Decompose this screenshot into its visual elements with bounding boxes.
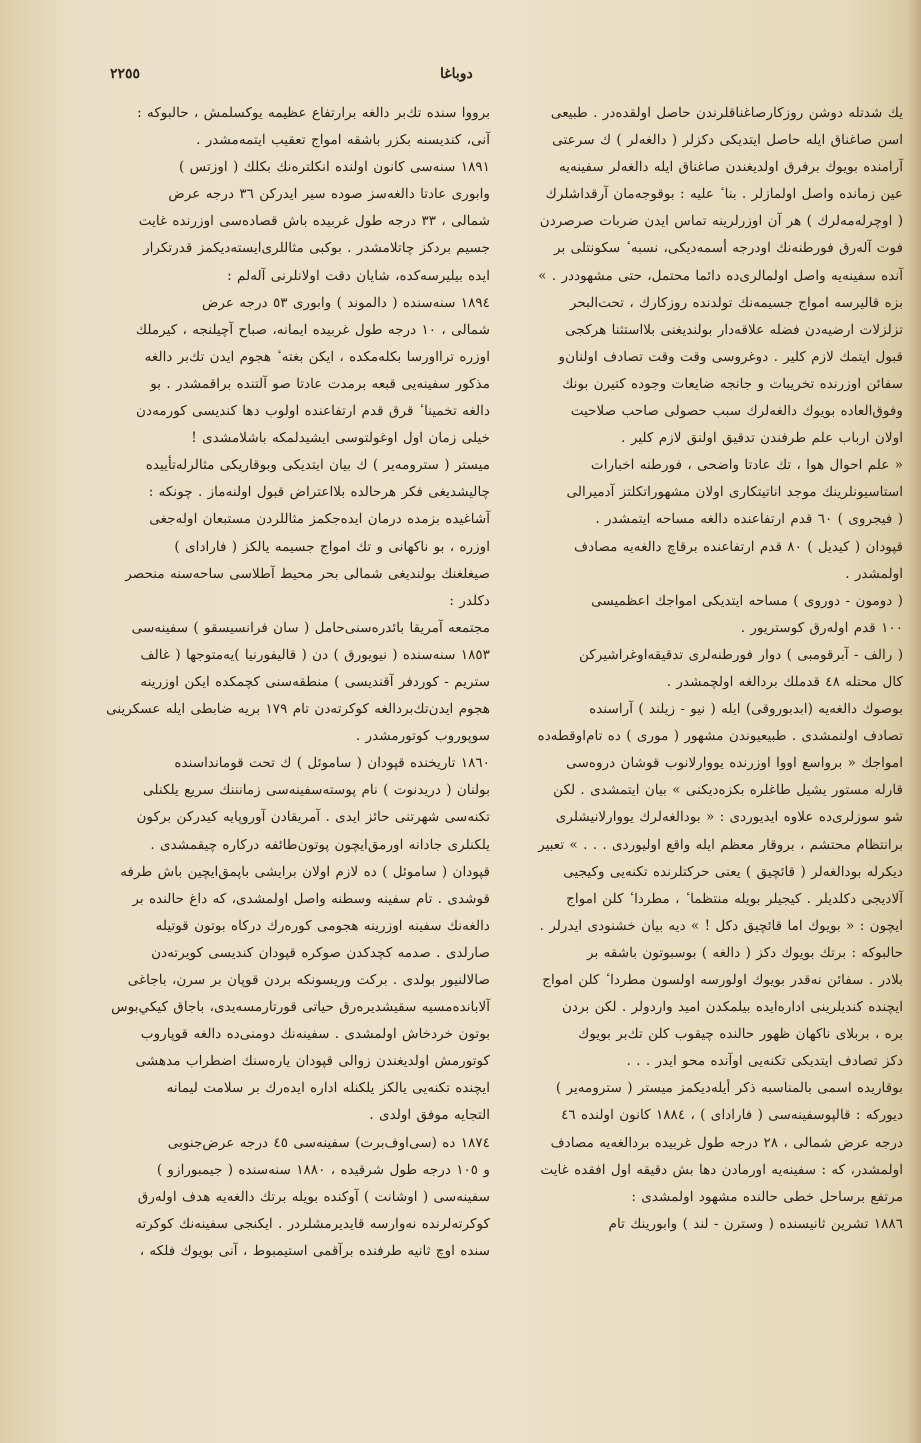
right-column-line: يك شدتله دوشن روزكارصاغناقلرندن حاصل اولقدەدر . طبيعى <box>550 105 903 121</box>
right-column-line: قارله مستور يشيل طاغلره بكزەديكنى » بيان ايتمشدى . لكن <box>553 782 903 799</box>
page-number: ٢٢٥٥ <box>110 66 141 82</box>
right-column-line: ( رالف - آبرقومبى ) دوار فورطنەلرى تدقيقەاوغراشيركن <box>578 646 903 663</box>
right-column-line: تصادف اولنمشدى . طبيعيوندن مشهور ( مورى ) ده تام‌اوقطەده <box>537 728 903 745</box>
right-column-line: بره ، بربلاى ناكهان ظهور حالنده چيقوب كلن تك‌بر بويوك <box>578 1026 903 1043</box>
right-column-line: آرامنده بويوك برفرق اولديغندن صاغناق ايله دالغەلر سفينەيه <box>558 159 903 176</box>
right-column-line: ايچون : « بويوك اما قائچيق دكل ! » ديه بيان خشنودى ايدرلر . <box>539 917 903 934</box>
left-column-line: شمالى ، ٣٣ درجه طول غربيده باش قصادەسى اوزرنده غايت <box>138 213 490 230</box>
left-column-line: آشاغيده بزمده درمان ايدەجكمز مثاللردن مستبعان اولەجغى <box>149 511 490 528</box>
left-column-line: آلابانده‌مسيه سقيشديرەرق حياتى قورتارمسەيدى، باجاق كيكي‌بوس <box>111 999 490 1016</box>
left-column-line: صالالنيور بولدى . بركت وريسونكه بردن قوپان بر سرن، باجاغى <box>127 972 490 988</box>
right-column-line: سفائن اوزرنده تخريبات و جانجه ضايعات وجوده كتيرن بونك <box>562 375 903 392</box>
left-column-line: هجوم ايدن‌تك‌بردالغه كوكرتەدن تام ١٧٩ بريه ضابطى ايله عسكرينى <box>106 701 490 718</box>
right-column-line: دكز تصادف ايتديكى تكنەيى اوآنده محو ايدر . . . <box>626 1053 903 1070</box>
left-column-line: ايچنده تكنەيى يالكز يلكنله اداره ايدەرك بر سلامت ليمانه <box>166 1080 490 1097</box>
left-column-line: صارلدى . صدمه كچدكدن صوكره قپودان كنديسى كويرتەدن <box>151 944 490 961</box>
left-column-line: ١٨٧٤ ده (سى‌اوف‌برت) سفينەسى ٤٥ درجه عرض‌جنوبى <box>167 1134 490 1151</box>
left-column-line: ميستر ( سترومه‌ير ) ك بيان ايتديكى وبوقاريكى مثالرلەتأييده <box>145 457 490 474</box>
left-column-line: دكلدر : <box>449 592 490 609</box>
left-column-line: صيغلغنك بولنديغى شمالى بحر محيط آطلاسى ساحەسنه منحصر <box>125 565 490 582</box>
right-column-line: اولمشدر . <box>845 565 903 582</box>
right-column-line: فوت آلەرق فورطنەنك اودرجه أسمەديكى، نسبه ٔ سكونتلى بر <box>554 240 903 257</box>
left-column-line: اوزره ترااورسا بكلەمكده ، ايكن بغته ٔ هجوم ايدن تك‌بر دالغه <box>144 348 490 365</box>
right-column-line: كال محتله ٤٨ قدملك بردالغه اولچمشدر . <box>666 673 903 690</box>
right-column-line: بلادر . سفائن نەقدر بويوك اولورسه اولسون مطردا ٔ كلن امواج <box>542 972 903 988</box>
page-edge-shadow <box>907 0 921 1443</box>
right-column-line: ديكرله بودالغەلر ( قائچيق ) يعنى حركتلرنده تكنەيى وكيجيى <box>563 863 903 880</box>
left-column-line: قوشدى . تام سفينه وسطنه واصل اولمشدى، كه داغ حالنده بر <box>132 890 490 907</box>
right-column-line: حالبوكه : برتك بويوك دكز ( دالغه ) بوسبوتون باشقه بر <box>586 944 903 961</box>
right-column-line: بزه قالیرسه امواج جسيمەنك تولدنده روزكارك ، تحت‌البحر <box>569 294 903 311</box>
left-column-line: جسيم بردكز چاتلامشدر . بوكبى مثاللرى‌ايستەديكمز قدرتكرار <box>143 240 490 257</box>
left-column-line: ١٨٩١ سنەسى كانون اولنده انكلترەنك بكلك ( اوزتس ) <box>179 159 490 176</box>
right-column-line: تزلزلات ارضيەدن فضله علاقەدار بولنديغنى بلااستثنا هركجى <box>565 321 903 338</box>
right-column-line: اولمشدر، كه : سفينەيه اورمادن دها بش دقيقه اول افقده غايت <box>540 1161 903 1178</box>
left-column-line: بولنان ( دريدنوت ) نام پوستەسفينەسى زمانننك سريع يلكنلى <box>143 782 490 799</box>
left-column-line: قپودان ( ساموئل ) ده لازم اولان برايشى باپمق‌ايچين باش طرفه <box>120 863 490 880</box>
right-column-line: بوقاريده اسمى بالمناسبه ذكر أيلەديكمز ميستر ( سترومه‌ير ) <box>555 1080 903 1097</box>
right-column-line: امواجك « برواسع اووا اوزرنده يووارلانوب قوشان دروەسى <box>566 755 903 772</box>
right-column-line: ايچنده كنديلرينى ادارەايده بيلمكدن اميد واردولر . لكن بردن <box>561 999 903 1016</box>
left-column-line: يلكنلرى جادانه اورمق‌ايچون پوتون‌طائفه دركاره چيقمشدى . <box>150 836 490 853</box>
left-column-line: آنى، كنديسنه بكزر باشقه امواج تعقيب ايتمەمشدر . <box>196 132 490 149</box>
left-column-line: وابورى عادتا دالغەسز صودە سير ايدركن ٣٦ درجه عرض <box>168 186 490 203</box>
right-column-line: عين زمانده واصل اولمازلر . بنا ٔ عليه : بوقوجەمان آرقداشلرك <box>545 186 903 203</box>
left-column-line: سوپوروب كوتورمشدر . <box>355 728 490 745</box>
running-title: دوباغا <box>440 66 473 82</box>
left-column-line: برووا سنده تك‌بر دالغه برارتفاع عظيمه يوكسلمش ، حالبوكه : <box>137 105 490 121</box>
right-column-line: « علم احوال هوا ، تك عادتا واضحى ، فورطنه اخبارات <box>590 457 903 474</box>
left-column-line: دالغه تخمينا ٔ قرق قدم ارتفاعنده اولوب دها كنديسى كورمەدن <box>136 403 490 420</box>
right-column-line: قبول ايتمك لازم كلير . دوغروسى وقت وقت تصادف اولنان‌و <box>558 348 903 365</box>
right-column-line: اولان ارباب علم طرفندن تدقيق اولنق لازم كلير . <box>621 430 903 447</box>
right-column-line: ١٠٠ قدم اولەرق كوستريور . <box>740 619 903 636</box>
left-column-line: مجتمعه آمريقا بائدرەسنى‌حامل ( سان فرانسيسقو ) سفينەسى <box>131 619 490 636</box>
left-column-line: شمالى ، ١٠ درجه طول غربيده‌ ايمانه، صباح آچيلنجه ، كيرملك <box>135 321 490 338</box>
right-column-line: ( اوچرلەمەلرك ) هر آن اوزرلرينه تماس ايدن ضربات صرصردن <box>539 213 903 230</box>
left-column-line: اوزره ، بو ناكهانى و تك امواج جسيمه يالكز ( فارادای ) <box>174 538 490 555</box>
left-column-line: كوكرتەلرنده نەوارسه قايديرمشلردر . ايكنجى سفينەنك كوكرته <box>135 1215 490 1232</box>
left-column-line: ستريم - كوردفر آقنديسى ) منطقەسنى كچمكده ايكن اوزرينه <box>140 673 490 690</box>
left-column-line: ١٨٩٤ سنەسنده ( دالموند ) وابورى ٥٣ درجه عرض <box>201 294 490 311</box>
left-column-line: خيلى زمان اول اوغولتوسى ايشيدلمكه باشلامشدى ! <box>191 430 490 447</box>
right-text-column <box>505 100 903 1238</box>
left-column-line: التجايه موفق اولدى . <box>369 1107 490 1124</box>
left-column-line: ايده بيليرسەكده، شايان دقت اولانلرنى آلەلم : <box>227 267 490 284</box>
right-column-line: ( فيجروى ) ٦٠ قدم ارتفاعنده دالغه مساحه ايتمشدر . <box>595 511 903 528</box>
left-column-line: مذكور سفينەيى قبعه برمدت عادتا صو آلتنده براقمشدر . بو <box>150 375 490 392</box>
right-column-line: بوصوك دالغەيه (ابدبوروقى) ايله ( نيو - زيلند ) آراسنده <box>589 701 903 718</box>
right-column-line: ديوركه : قالپوسفينەسى ( فارادای ) ، ١٨٨٤ كانون اولنده ٤٦ <box>561 1107 903 1124</box>
right-column-line: وفوق‌العاده بويوك دالغەلرك سبب حصولى صاحب صلاحيت <box>570 403 903 420</box>
right-column-line: ( دومون - دوروى ) مساحه ايتديكى امواجك اعظميسى <box>591 592 903 609</box>
left-column-line: كوتورمش اولديغندن زوالى قپودان يارەسنك اضطراب مدهشى <box>135 1053 490 1070</box>
right-column-line: ١٨٨٦ تشرين ثانيسنده ( وسترن - لند ) وابورينك تام <box>608 1215 903 1232</box>
right-column-line: درجه عرض شمالى ، ٢٨ درجه طول غربيده بردالغەيه مصادف <box>550 1134 903 1151</box>
left-column-line: سنده اوچ ثانيه طرفنده برآقمى استيمبوط ، آنى بويوك فلكه ، <box>139 1242 490 1259</box>
right-column-line: آنده سفينەيه واصل اولمالرى‌دە دائما محتمل، حتى مشهوددر . » <box>538 267 903 284</box>
left-column-line: دالغەنك سفينه اوزرينه هجومى كورەرك دركاه بوتون قوتيله <box>155 917 490 934</box>
left-column-line: ١٨٦٠ تاريخنده قپودان ( ساموئل ) ك تحت قومانداسنده <box>174 755 490 772</box>
left-column-line: سفينەسى ( اوشانت ) آوكنده بويله برتك دالغەيه هدف اولەرق <box>137 1188 490 1205</box>
left-column-line: بوتون خردخاش اولمشدى . سفينەنك دومنى‌ده دالغه قوپاروب <box>140 1026 490 1043</box>
left-column-line: ١٨٥٣ سنەسنده ( نيويورق ) دن ( قاليفورنيا )يەمتوجها ( غالف <box>140 646 490 663</box>
right-column-line: برانتظام محتشم ، بروقار معظم ايله واقع اوليوردى . . . » تعبير <box>538 836 903 853</box>
right-column-line: آلاديجى دكلديلر . كيجيلر بويله منتظما ٔ ، مطردا ٔ كلن امواج <box>566 890 903 907</box>
right-column-line: مرتفع برساحل خطى حالنده مشهود اولمشدى : <box>631 1188 903 1205</box>
left-column-line: و ١٠٥ درجه طول شرقيده ، ١٨٨٠ سنەسنده ( جيمبورازو ) <box>156 1161 490 1178</box>
left-column-line: تكنەسى شهرتنى حائز ايدى . آمريقادن آوروپايه كيدركن بركون <box>136 809 490 826</box>
left-text-column <box>92 100 490 1265</box>
running-head <box>0 66 921 88</box>
right-column-line: اسن صاغناق ايله حاصل ايتديكى دكزلر ( دالغەلر ) ك سرعتى <box>552 132 903 149</box>
left-column-line: چاليشديغى فكر هرحالده بلااعتراض قبول اولنەماز . چونكه : <box>148 484 490 501</box>
right-column-line: شو سوزلرى‌ده علاوه ايديوردى : « بودالغەلرك يووارلانيشلرى <box>555 809 903 826</box>
right-column-line: قپودان ( كيديل ) ٨٠ قدم ارتفاعنده برقاچ دالغەيه مصادف <box>574 538 903 555</box>
right-column-line: استاسيونلرينك موجد اناتيتكارى اولان مشهوراتكلتز آدميرالى <box>566 484 903 501</box>
